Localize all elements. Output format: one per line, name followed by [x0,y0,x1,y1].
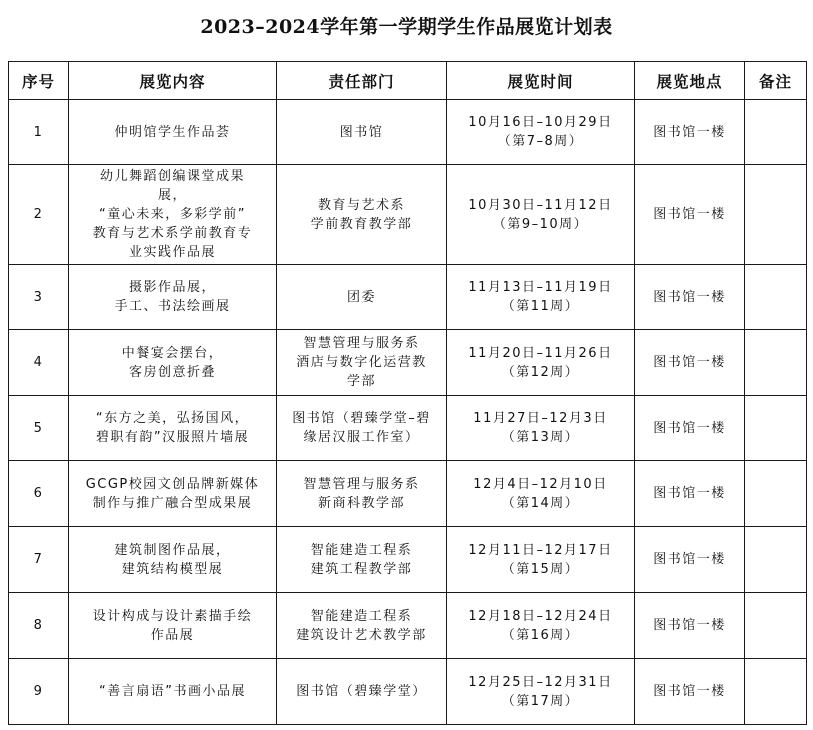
cell-time-line: 11月27日–12月3日 [473,411,608,426]
exhibition-plan-table [8,61,807,725]
cell-place: 图书馆一楼 [635,396,745,461]
cell-dept-line: 建筑设计艺术教学部 [296,627,427,643]
cell-time-line: （第17周） [501,693,580,709]
cell-time-line: （第13周） [501,430,580,445]
cell-note [745,593,807,659]
cell-dept-line: 团委 [346,289,376,305]
cell-content-line: 制作与推广融合型成果展 [92,495,253,511]
cell-content-line: “善言扇语”书画小品展 [99,684,246,699]
table-row [9,593,807,659]
cell-content-line: 手工、书法绘画展 [114,299,231,314]
cell-content [69,659,277,725]
table-row [9,396,807,461]
cell-dept-line: 图书馆（碧臻学堂） [296,684,427,699]
cell-time [447,461,635,527]
cell-time [447,100,635,165]
cell-time-line: （第14周） [501,495,580,511]
cell-dept-line: 智能建造工程系 [310,542,413,558]
cell-dept [277,659,447,725]
header-no: 序号 [9,62,69,100]
cell-dept-line: 新商科教学部 [317,495,405,511]
table-row [9,265,807,330]
header-content: 展览内容 [69,62,277,100]
cell-content-line: 客房创意折叠 [128,364,216,380]
header-row [9,62,807,100]
table-row [9,165,807,265]
table-body [9,100,807,725]
cell-time [447,396,635,461]
cell-content-line: 教育与艺术系学前教育专 [92,226,253,241]
cell-time-line: （第16周） [501,627,580,643]
cell-dept-line: 学部 [346,374,376,389]
cell-place: 图书馆一楼 [635,461,745,527]
header-note: 备注 [745,62,807,100]
cell-time-line: （第9–10周） [492,216,589,232]
cell-content-line: 建筑结构模型展 [121,561,224,577]
cell-time-line: （第11周） [501,299,580,314]
cell-content-line: 作品展 [150,627,195,643]
header-time: 展览时间 [447,62,635,100]
table-row [9,330,807,396]
cell-content-line: 设计构成与设计素描手绘 [92,608,253,624]
cell-note [745,527,807,593]
cell-time-line: 10月30日–11月12日 [468,197,613,213]
cell-dept-line: 图书馆 [339,124,384,140]
cell-dept [277,265,447,330]
cell-time-line: 11月13日–11月19日 [468,280,613,295]
cell-time-line: （第12周） [501,364,580,380]
cell-place: 图书馆一楼 [635,593,745,659]
cell-time-line: 12月18日–12月24日 [468,608,613,624]
cell-dept-line: 智慧管理与服务系 [303,476,420,492]
table-row [9,659,807,725]
cell-place: 图书馆一楼 [635,165,745,265]
cell-note [745,100,807,165]
cell-place: 图书馆一楼 [635,659,745,725]
header-dept: 责任部门 [277,62,447,100]
cell-dept-line: 教育与艺术系 [317,197,405,213]
table-row [9,100,807,165]
cell-note [745,265,807,330]
cell-dept [277,396,447,461]
cell-content-line: 碧职有韵”汉服照片墙展 [95,430,250,445]
cell-content-line: 建筑制图作品展， [114,542,231,558]
cell-place: 图书馆一楼 [635,265,745,330]
cell-no: 4 [9,330,69,396]
cell-content-line: 业实践作品展 [128,245,216,260]
cell-time [447,527,635,593]
cell-no: 6 [9,461,69,527]
table-row [9,527,807,593]
cell-no: 5 [9,396,69,461]
cell-dept [277,165,447,265]
cell-dept-line: 建筑工程教学部 [310,561,413,577]
cell-time [447,593,635,659]
cell-no: 1 [9,100,69,165]
document-title: 2023–2024学年第一学期学生作品展览计划表 [200,16,613,38]
cell-content-line: 仲明馆学生作品荟 [114,124,231,140]
cell-time-line: 12月4日–12月10日 [473,476,608,492]
cell-time [447,659,635,725]
cell-dept-line: 智能建造工程系 [310,608,413,624]
cell-dept-line: 缘居汉服工作室） [303,430,420,445]
cell-content [69,165,277,265]
cell-dept [277,330,447,396]
cell-note [745,330,807,396]
cell-dept [277,100,447,165]
cell-note [745,461,807,527]
cell-content-line: 中餐宴会摆台， [121,345,224,361]
cell-time-line: 12月11日–12月17日 [468,542,613,558]
cell-no: 3 [9,265,69,330]
cell-time [447,330,635,396]
cell-content-line: “童心未来，多彩学前” [99,207,246,222]
cell-time [447,265,635,330]
cell-note [745,659,807,725]
cell-dept-line: 图书馆（碧臻学堂–碧 [292,411,431,426]
cell-note [745,165,807,265]
cell-time-line: 11月20日–11月26日 [468,345,613,361]
cell-time-line: 10月16日–10月29日 [468,115,613,130]
cell-dept [277,593,447,659]
cell-content [69,396,277,461]
cell-dept [277,461,447,527]
cell-note [745,396,807,461]
cell-content [69,330,277,396]
cell-dept-line: 酒店与数字化运营教 [296,355,427,370]
cell-place: 图书馆一楼 [635,330,745,396]
cell-content-line: 摄影作品展， [128,280,216,295]
cell-time-line: （第7–8周） [497,134,584,149]
cell-time-line: 12月25日–12月31日 [468,674,613,690]
cell-no: 2 [9,165,69,265]
cell-time [447,165,635,265]
cell-place: 图书馆一楼 [635,527,745,593]
table-row [9,461,807,527]
cell-content-line: 幼儿舞蹈创编课堂成果 [99,169,245,184]
header-place: 展览地点 [635,62,745,100]
cell-content-line: 展， [157,188,187,203]
cell-place: 图书馆一楼 [635,100,745,165]
cell-no: 8 [9,593,69,659]
cell-content [69,265,277,330]
cell-no: 7 [9,527,69,593]
cell-content [69,461,277,527]
cell-content [69,527,277,593]
cell-content-line: “东方之美，弘扬国风， [95,411,250,426]
cell-content-line: GCGP校园文创品牌新媒体 [85,476,260,492]
cell-dept-line: 学前教育教学部 [310,216,413,232]
cell-no: 9 [9,659,69,725]
cell-dept [277,527,447,593]
cell-content [69,100,277,165]
cell-content [69,593,277,659]
cell-dept-line: 智慧管理与服务系 [303,336,420,351]
cell-time-line: （第15周） [501,561,580,577]
